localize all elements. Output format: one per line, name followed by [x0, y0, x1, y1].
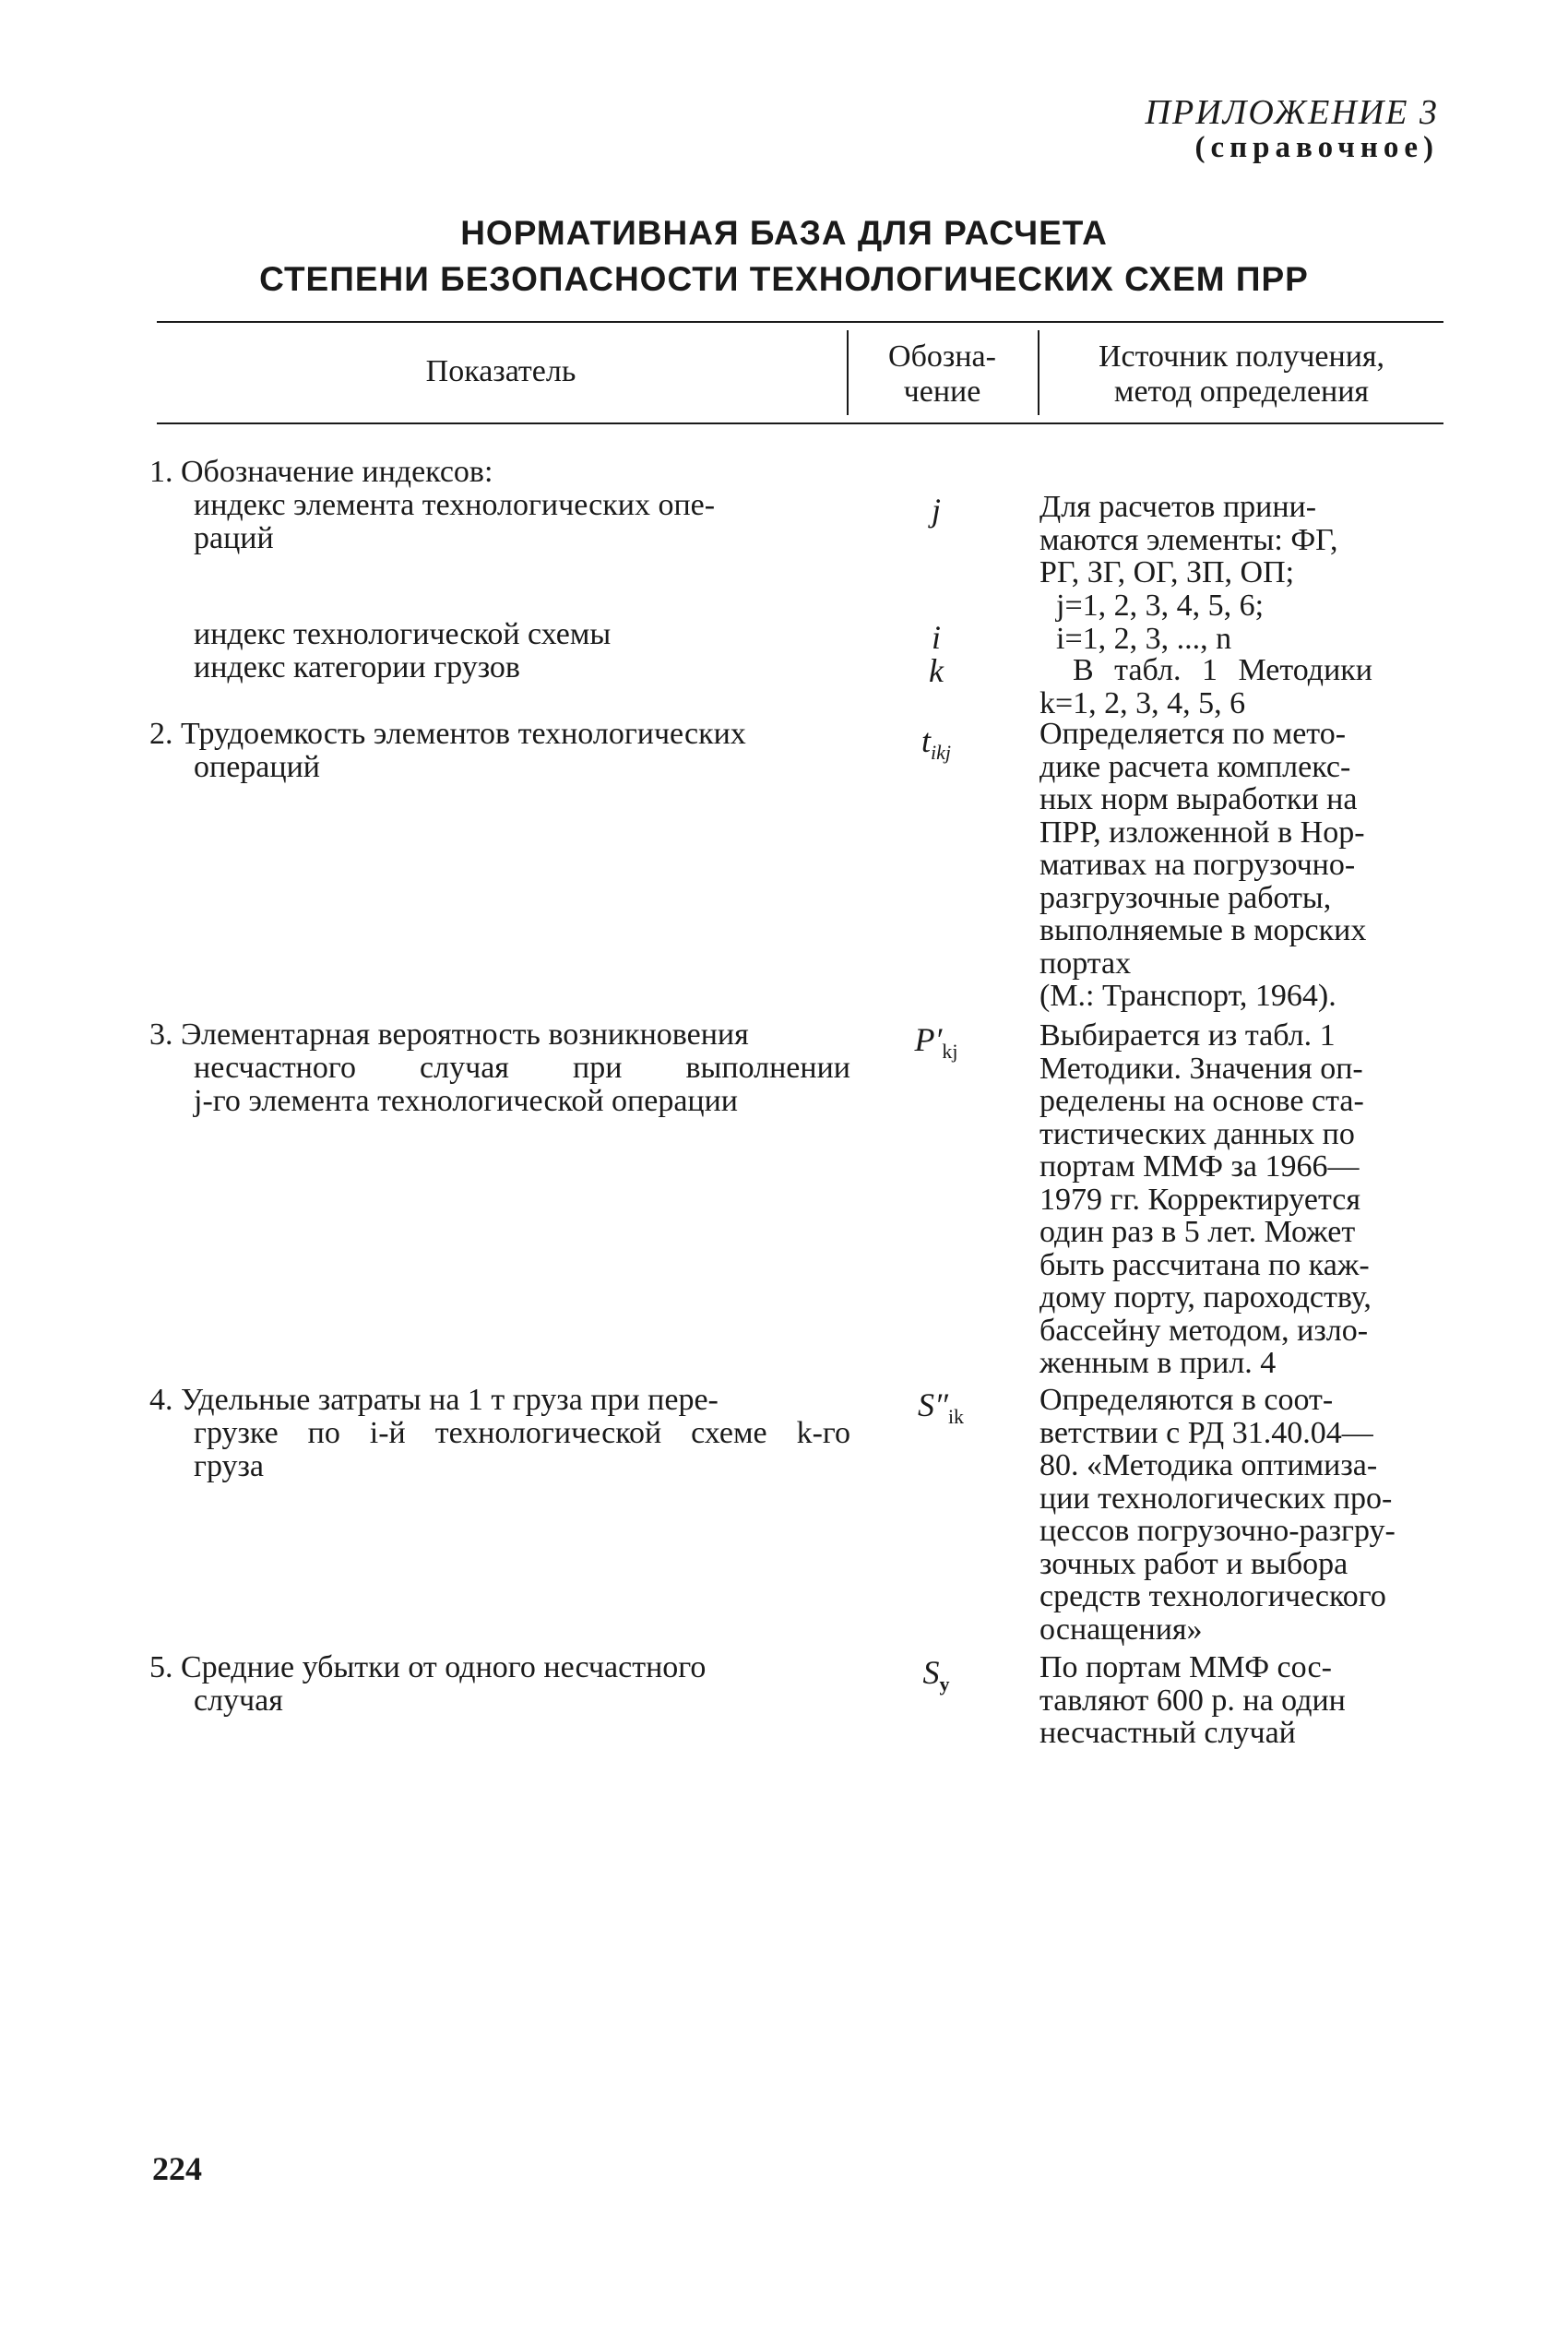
- table-row-4: [149, 1384, 850, 1483]
- table-row-1: [149, 456, 850, 489]
- row-5-text-1: Средние убытки от одного несчастного: [181, 1650, 707, 1684]
- source-line: Методики. Значения оп-: [1039, 1051, 1363, 1086]
- source-line: ных норм выработки на: [1039, 782, 1358, 816]
- source-line: женным в прил. 4: [1039, 1346, 1277, 1380]
- row-3-source: [1039, 1019, 1443, 1380]
- header-source: [1039, 339, 1443, 410]
- source-line: ветствии с РД 31.40.04—: [1039, 1415, 1373, 1450]
- symbol-base: S: [922, 1654, 940, 1691]
- source-line: средств технологического: [1039, 1579, 1386, 1613]
- symbol-subscript: у: [939, 1672, 950, 1696]
- row-1-sub-1: индекс элемента технологических опе-: [194, 488, 716, 522]
- header-designation: [849, 339, 1036, 410]
- page-title-line-2: СТЕПЕНИ БЕЗОПАСНОСТИ ТЕХНОЛОГИЧЕСКИХ СХЕМ ПРР: [259, 260, 1309, 298]
- row-4-text-2: грузке по i-й технологической схеме k-го: [194, 1416, 850, 1450]
- table-row-2: [149, 718, 850, 784]
- source-line: выполняемые в морских: [1039, 913, 1367, 947]
- source-line: 80. «Методика оптимиза-: [1039, 1448, 1378, 1482]
- source-line: РГ, ЗГ, ОГ, ЗП, ОП;: [1039, 555, 1295, 589]
- symbol-base: t: [921, 722, 931, 759]
- source-line: Определяются в соот-: [1039, 1383, 1334, 1417]
- row-2-text-1: Трудоемкость элементов технологических: [181, 717, 746, 751]
- source-line: ределены на основе ста-: [1039, 1084, 1364, 1118]
- appendix-label: ПРИЛОЖЕНИЕ 3: [1145, 93, 1439, 132]
- symbol-subscript: ikj: [931, 741, 951, 765]
- source-line: зочных работ и выбора: [1039, 1546, 1348, 1581]
- row-5-symbol: [881, 1653, 992, 1696]
- page-title-line-1: НОРМАТИВНАЯ БАЗА ДЛЯ РАСЧЕТА: [460, 214, 1108, 252]
- row-3-symbol: [881, 1020, 992, 1064]
- symbol-subscript: kj: [942, 1040, 958, 1064]
- row-4-symbol: [885, 1386, 996, 1429]
- source-line: маются элементы: ФГ,: [1039, 522, 1338, 557]
- row-1-source-1: [1039, 491, 1443, 622]
- row-2-source: [1039, 718, 1443, 1013]
- header-source-line-1: Источник получения,: [1098, 339, 1385, 374]
- row-5-text-2: случая: [194, 1684, 283, 1718]
- symbol-base: S″: [917, 1386, 948, 1423]
- source-line: дике расчета комплекс-: [1039, 749, 1351, 784]
- header-designation-line-2: чение: [903, 375, 981, 409]
- table-top-rule: [157, 321, 1443, 323]
- row-5-source: [1039, 1651, 1443, 1750]
- source-line: несчастный случай: [1039, 1716, 1296, 1750]
- table-row-5: [149, 1651, 850, 1718]
- row-1-sub-3: индекс категории грузов: [194, 650, 520, 684]
- source-line: тистических данных по: [1039, 1116, 1355, 1151]
- source-line: разгрузочные работы,: [1039, 880, 1332, 915]
- row-4-text-1: Удельные затраты на 1 т груза при пере-: [181, 1383, 719, 1417]
- row-2-text-2: операций: [194, 750, 320, 784]
- symbol-subscript: ik: [947, 1405, 965, 1429]
- row-number: 2.: [149, 717, 173, 751]
- row-2-symbol: [881, 721, 992, 765]
- row-1-symbol-j: j: [931, 492, 941, 529]
- source-line: оснащения»: [1039, 1612, 1203, 1647]
- table-header-bottom-rule: [157, 422, 1443, 424]
- source-line: j=1, 2, 3, 4, 5, 6;: [1056, 588, 1265, 623]
- source-line: один раз в 5 лет. Может: [1039, 1215, 1356, 1249]
- source-line: портам ММФ за 1966—: [1039, 1149, 1360, 1184]
- source-line: (М.: Транспорт, 1964).: [1039, 979, 1336, 1013]
- row-4-text-3: груза: [194, 1449, 265, 1483]
- page-number: 224: [152, 2150, 202, 2187]
- header-designation-line-1: Обозна-: [888, 339, 996, 374]
- row-1-symbol-i: i: [931, 619, 941, 656]
- row-1-title: Обозначение индексов:: [181, 455, 493, 489]
- row-1-symbol-k: k: [929, 652, 944, 689]
- row-4-source: [1039, 1384, 1443, 1646]
- symbol-base: P′: [914, 1021, 943, 1058]
- source-line: дому порту, пароходству,: [1039, 1280, 1372, 1315]
- header-indicator: Показатель: [425, 354, 576, 388]
- source-line: мативах на погрузочно-: [1039, 848, 1356, 882]
- row-number: 4.: [149, 1383, 173, 1417]
- row-3-text-3: j-го элемента технологической операции: [194, 1084, 739, 1118]
- row-number: 5.: [149, 1650, 173, 1684]
- source-line: бассейну методом, изло-: [1039, 1313, 1369, 1348]
- source-line: тавляют 600 р. на один: [1039, 1683, 1346, 1718]
- row-1-sub-1b: раций: [194, 521, 274, 555]
- row-3-text-1: Элементарная вероятность возникновения: [181, 1017, 749, 1052]
- source-line: цессов погрузочно-разгру-: [1039, 1514, 1396, 1548]
- source-line: По портам ММФ сос-: [1039, 1650, 1332, 1684]
- source-line: k=1, 2, 3, 4, 5, 6: [1039, 685, 1246, 720]
- appendix-note: (справочное): [1194, 131, 1439, 164]
- source-line: В табл. 1 Методики: [1073, 653, 1372, 687]
- header-source-line-2: метод определения: [1113, 375, 1370, 409]
- source-line: Выбирается из табл. 1: [1039, 1018, 1336, 1053]
- source-line: ции технологических про-: [1039, 1481, 1393, 1516]
- row-number: 3.: [149, 1017, 173, 1052]
- source-line: ПРР, изложенной в Нор-: [1039, 815, 1365, 850]
- row-3-text-2: несчастного случая при выполнении: [194, 1051, 850, 1085]
- source-line: Для расчетов прини-: [1039, 490, 1317, 524]
- row-number: 1.: [149, 455, 173, 489]
- source-line: быть рассчитана по каж-: [1039, 1247, 1370, 1282]
- row-1-source-3: [1039, 654, 1443, 720]
- source-line: портах: [1039, 946, 1132, 981]
- source-line: Определяется по мето-: [1039, 717, 1347, 751]
- source-line: 1979 гг. Корректируется: [1039, 1182, 1360, 1217]
- row-1-sub-2: индекс технологической схемы: [194, 617, 612, 651]
- table-row-3: [149, 1018, 850, 1118]
- row-1-source-2: i=1, 2, 3, ..., n: [1056, 622, 1232, 656]
